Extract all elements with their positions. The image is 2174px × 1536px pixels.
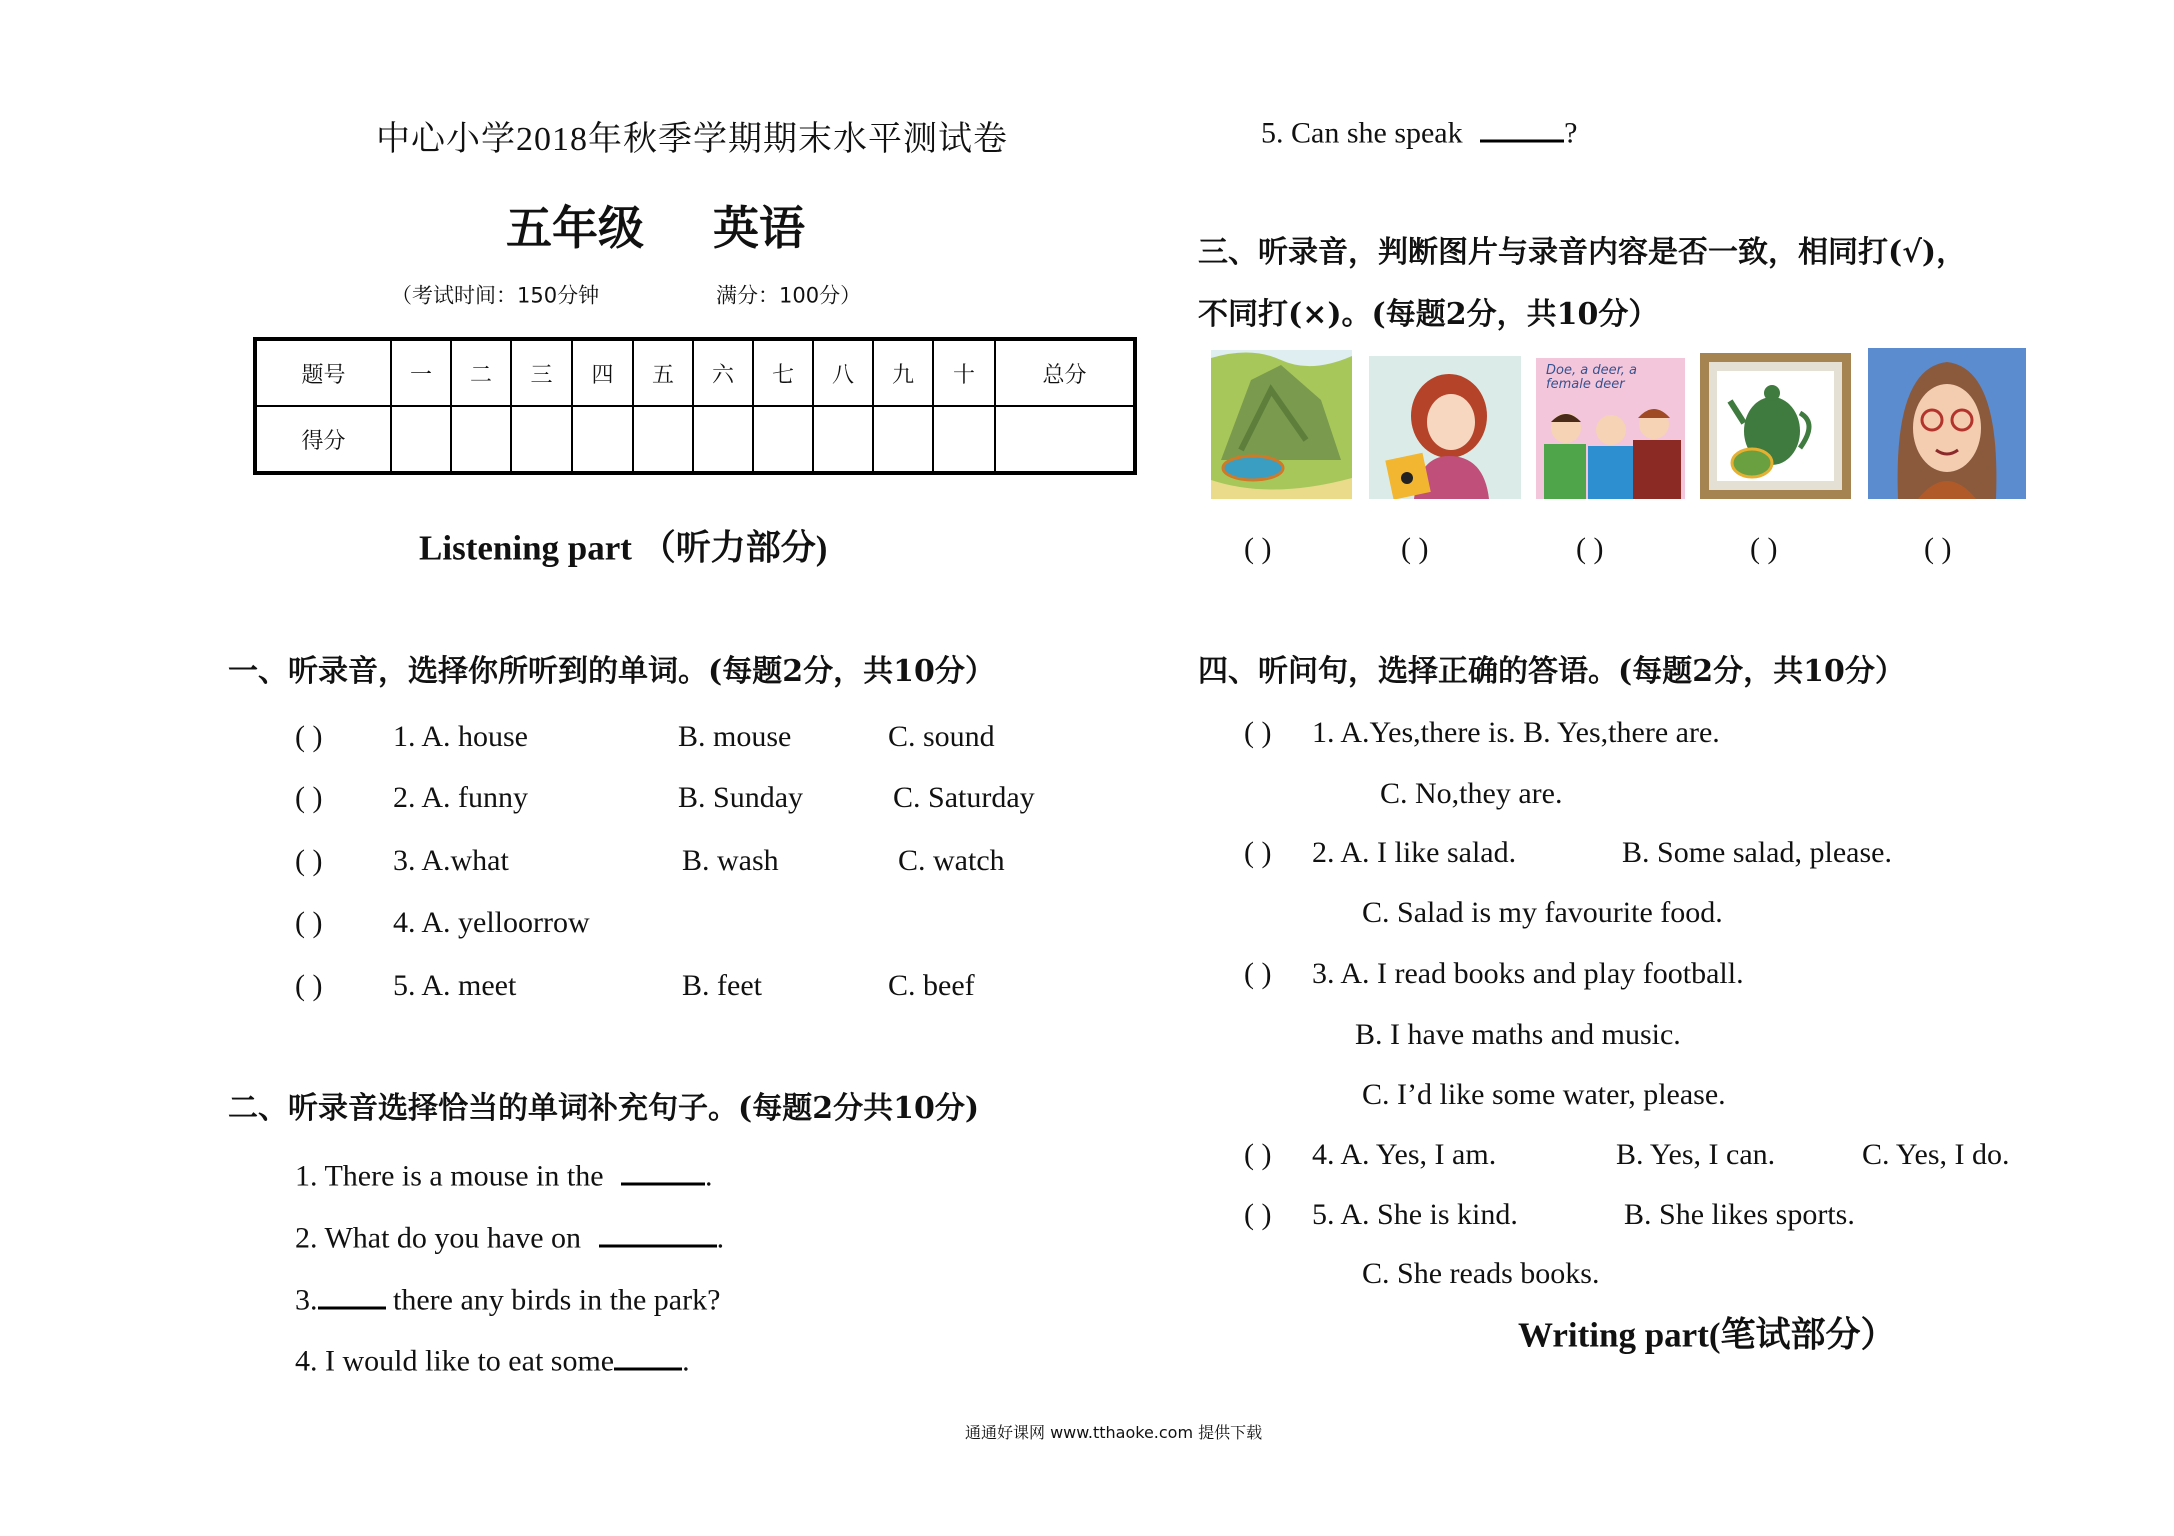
answer-paren: ( ) [1244, 1198, 1272, 1231]
sentence-text: . [682, 1344, 690, 1378]
score-cell [391, 406, 451, 473]
option-c: C. watch [898, 844, 1005, 877]
column-header: 四 [572, 339, 633, 406]
sentence-text: 2. What do you have on [295, 1221, 589, 1255]
column-header: 八 [813, 339, 873, 406]
subject-label: 英语 [713, 201, 805, 255]
listening-part-title: Listening part （听力部分) [419, 528, 828, 568]
section1-heading: 一、听录音，选择你所听到的单词。(每题2分，共10分） [228, 654, 995, 689]
sentence-text: 4. I would like to eat some [295, 1344, 615, 1378]
fill-in-sentence [295, 1338, 690, 1377]
row-label: 得分 [255, 406, 391, 473]
question-number-row [255, 339, 1135, 406]
option-c: C. I’d like some water, please. [1362, 1078, 1726, 1111]
sentence-text: . [716, 1221, 725, 1255]
option-b: B. mouse [678, 720, 792, 753]
option-a: 5. A. She is kind. [1312, 1198, 1518, 1231]
option-b: B. She likes sports. [1624, 1198, 1855, 1231]
option-a: 5. A. meet [393, 969, 517, 1002]
mountain-lake-picture [1211, 350, 1352, 499]
answer-blank[interactable] [621, 1153, 705, 1186]
column-header: 九 [873, 339, 933, 406]
footer-source: 通通好课网 www.tthaoke.com 提供下载 [965, 1423, 1263, 1442]
option-a: 4. A. Yes, I am. [1312, 1138, 1497, 1171]
sentence-text: 3. [295, 1283, 318, 1317]
score-cell [451, 406, 511, 473]
option-c: C. Salad is my favourite food. [1362, 896, 1723, 929]
column-header: 一 [391, 339, 451, 406]
option-a: 3. A. I read books and play football. [1312, 957, 1744, 990]
answer-paren: ( ) [295, 969, 323, 1002]
score-cell [933, 406, 995, 473]
column-header: 六 [693, 339, 753, 406]
answer-blank[interactable] [614, 1338, 682, 1371]
fill-in-sentence [295, 1153, 713, 1192]
option-a: 2. A. I like salad. [1312, 836, 1517, 869]
option-c: C. sound [888, 720, 995, 753]
section3-heading-line1: 三、听录音，判断图片与录音内容是否一致，相同打(√)， [1198, 235, 1967, 270]
total-cell [995, 406, 1135, 473]
score-cell [753, 406, 813, 473]
section2-heading: 二、听录音选择恰当的单词补充句子。(每题2分共10分) [228, 1091, 980, 1126]
sentence-text: 1. There is a mouse in the [295, 1159, 612, 1193]
answer-paren: ( ) [1244, 716, 1272, 749]
column-header: 二 [451, 339, 511, 406]
sentence-text: there any birds in the park? [385, 1283, 721, 1317]
option-c: C. She reads books. [1362, 1257, 1600, 1290]
answer-paren: ( ) [295, 844, 323, 877]
answer-paren: ( ) [295, 906, 323, 939]
answer-paren: ( ) [1244, 1138, 1272, 1171]
row-label: 题号 [255, 339, 391, 406]
option-b: B. wash [682, 844, 779, 877]
sentence-text: ? [1564, 116, 1578, 150]
section3-heading-line2: 不同打(×)。(每题2分，共10分） [1198, 297, 1659, 332]
score-cell [813, 406, 873, 473]
woman-with-glasses-picture [1868, 348, 2026, 499]
grade-label: 五年级 [506, 201, 644, 255]
children-singing-picture [1536, 358, 1685, 499]
option-a: 3. A.what [393, 844, 509, 877]
option-c: C. Yes, I do. [1862, 1138, 2010, 1171]
option-b: B. I have maths and music. [1355, 1018, 1681, 1051]
score-cell [633, 406, 693, 473]
answer-paren: ( ) [1576, 532, 1604, 565]
answer-paren: ( ) [1244, 532, 1272, 565]
fill-in-sentence [295, 1215, 724, 1254]
picture-caption: Doe, a deer, a female deer [1546, 363, 1637, 393]
option-b: B. Sunday [678, 781, 804, 814]
option-a: 1. A. house [393, 720, 528, 753]
fill-in-sentence [295, 1277, 720, 1316]
option-b: B. feet [682, 969, 762, 1002]
exam-time: （考试时间：150分钟 [391, 283, 600, 308]
option-a: 1. A.Yes,there is. B. Yes,there are. [1312, 716, 1720, 749]
answer-paren: ( ) [1401, 532, 1429, 565]
score-cell [693, 406, 753, 473]
answer-blank[interactable] [599, 1215, 717, 1248]
answer-blank[interactable] [1480, 110, 1564, 143]
option-c: C. beef [888, 969, 975, 1002]
option-b: B. Yes, I can. [1616, 1138, 1776, 1171]
writing-part-title: Writing part(笔试部分） [1518, 1315, 1896, 1355]
answer-paren: ( ) [295, 720, 323, 753]
column-header: 三 [511, 339, 572, 406]
score-cell [511, 406, 572, 473]
option-c: C. No,they are. [1380, 777, 1563, 810]
answer-paren: ( ) [1244, 836, 1272, 869]
answer-paren: ( ) [1924, 532, 1952, 565]
answer-blank[interactable] [318, 1277, 386, 1310]
full-score: 满分：100分） [716, 283, 862, 308]
exam-title: 中心小学2018年秋季学期期末水平测试卷 [376, 121, 1008, 158]
score-row [255, 406, 1135, 473]
option-b: B. Some salad, please. [1622, 836, 1892, 869]
answer-paren: ( ) [295, 781, 323, 814]
column-header: 五 [633, 339, 693, 406]
sentence-text: . [705, 1159, 713, 1193]
teapot-picture [1700, 353, 1851, 499]
column-header: 七 [753, 339, 813, 406]
score-table [253, 337, 1137, 475]
score-cell [572, 406, 633, 473]
sentence-text: 5. Can she speak [1261, 116, 1471, 150]
option-c: C. Saturday [893, 781, 1035, 814]
column-header: 十 [933, 339, 995, 406]
option-a: 4. A. yelloorrow [393, 906, 590, 939]
fill-in-sentence [1261, 110, 1577, 149]
total-header: 总分 [995, 339, 1135, 406]
answer-paren: ( ) [1244, 957, 1272, 990]
answer-paren: ( ) [1750, 532, 1778, 565]
girl-reading-picture [1369, 356, 1521, 499]
score-cell [873, 406, 933, 473]
section4-heading: 四、听问句，选择正确的答语。(每题2分，共10分） [1198, 654, 1905, 689]
option-a: 2. A. funny [393, 781, 528, 814]
